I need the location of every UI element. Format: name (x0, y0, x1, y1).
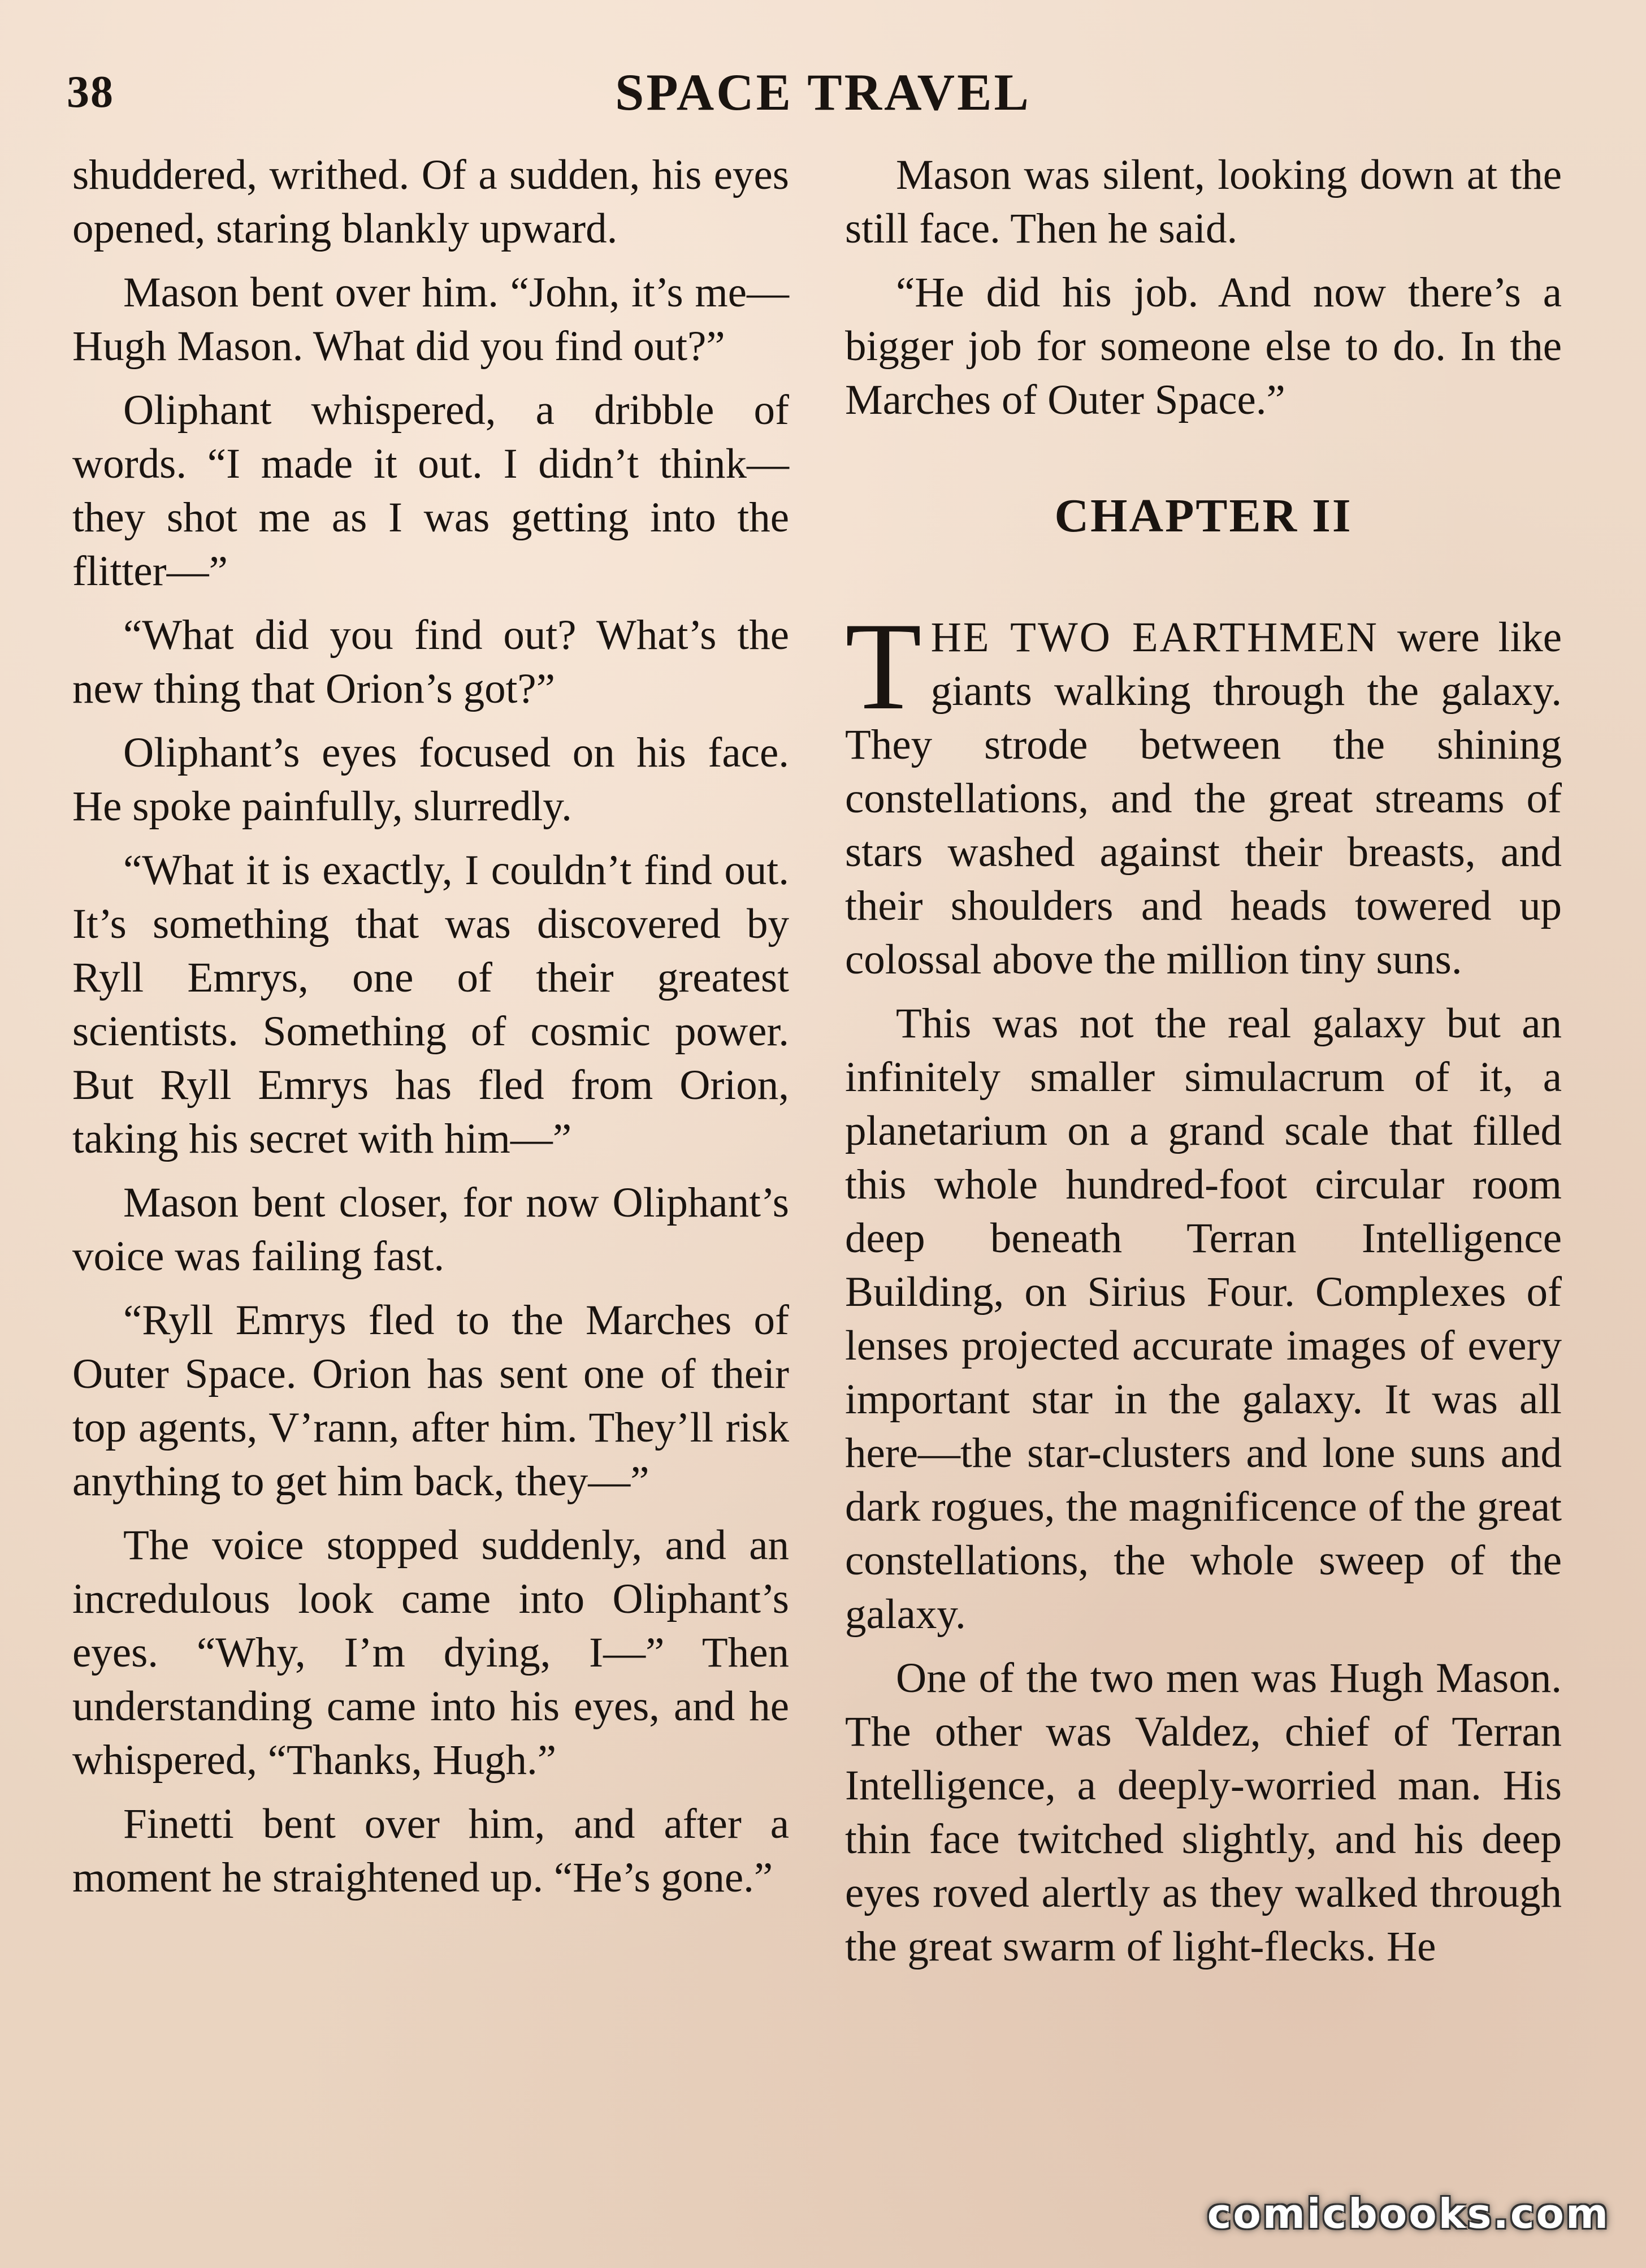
right-column (845, 148, 1562, 1984)
paragraph: “Ryll Emrys fled to the Marches of Outer Space. Orion has sent one of their top agents, V’rann, after him. They’ll risk anything to get him back, they—” (72, 1297, 789, 1505)
paragraph: shuddered, writhed. Of a sudden, his eyes opened, staring blankly upward. (72, 152, 789, 252)
left-column (72, 148, 789, 1915)
paragraph: Finetti bent over him, and after a moment he straightened up. “He’s gone.” (72, 1800, 789, 1901)
paragraph: Oliphant’s eyes focused on his face. He spoke painfully, slurredly. (72, 729, 789, 830)
paragraph: Mason bent over him. “John, it’s me—Hugh Mason. What did you find out?” (72, 269, 789, 370)
chapter-heading: CHAPTER II (1054, 490, 1353, 542)
page-number: 38 (67, 67, 114, 117)
paragraph: “What did you find out? What’s the new thing that Orion’s got?” (72, 612, 789, 712)
chapter-opening-paragraph (845, 597, 1562, 986)
opening-small-caps: HE TWO EARTHMEN (930, 614, 1379, 661)
running-title: SPACE TRAVEL (615, 63, 1031, 121)
opening-text: were like giants walking through the galaxy. They strode between the shining constellations, and the great streams of stars washed against their breasts, and their shoulders and heads towered up colossal above the million tiny suns. (845, 614, 1562, 983)
paragraph: The voice stopped suddenly, and an incredulous look came into Oliphant’s eyes. “Why, I’m dying, I—” Then understanding came into his eyes, and he whispered, “Thanks, Hugh.” (72, 1522, 789, 1784)
paragraph: Mason was silent, looking down at the still face. Then he said. (845, 152, 1562, 252)
paragraph: One of the two men was Hugh Mason. The other was Valdez, chief of Terran Intelligence, a deeply-worried man. His thin face twitched slightly, and his deep eyes roved alertly as they walked through the great swarm of light-flecks. He (845, 1655, 1562, 1970)
drop-cap: T (845, 597, 922, 736)
paragraph: Mason bent closer, for now Oliphant’s voice was failing fast. (72, 1179, 789, 1280)
paragraph: This was not the real galaxy but an infinitely smaller simulacrum of it, a planetarium on a grand scale that filled this whole hundred-foot circular room deep beneath Terran Intelligence Building, on Sirius Four. Complexes of lenses projected accurate images of every important star in the galaxy. It was all here—the star-clusters and lone suns and dark rogues, the magnificence of the great constellations, the whole sweep of the galaxy. (845, 1000, 1562, 1638)
watermark: comicbooks.com (1207, 2190, 1610, 2237)
paragraph: “What it is exactly, I couldn’t find out. It’s something that was discovered by Ryll Emrys, one of their greatest scientists. Something of cosmic power. But Ryll Emrys has fled from Orion, taking his secret with him—” (72, 847, 789, 1162)
paragraph: “He did his job. And now there’s a bigger job for someone else to do. In the Marches of Outer Space.” (845, 269, 1562, 423)
paragraph: Oliphant whispered, a dribble of words. “I made it out. I didn’t think—they shot me as I was getting into the flitter—” (72, 387, 789, 595)
